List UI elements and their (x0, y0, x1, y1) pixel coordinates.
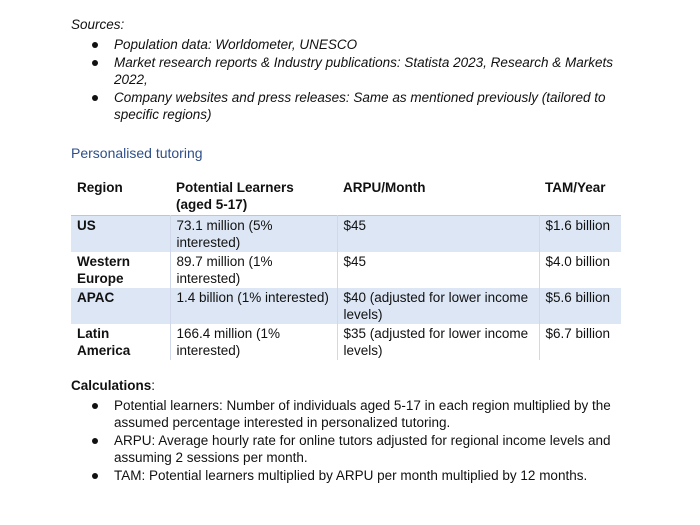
region-cell: Western Europe (71, 252, 170, 288)
table-row (71, 216, 621, 253)
list-item: TAM: Potential learners multiplied by ARPU per month multiplied by 12 months. (92, 467, 622, 484)
calculations-heading-text: Calculations (71, 378, 152, 393)
list-item: ARPU: Average hourly rate for online tutors adjusted for regional income levels and assuming 2 sessions per month. (92, 432, 622, 466)
sources-heading: Sources: (71, 17, 125, 32)
tam-cell: $6.7 billion (545, 326, 611, 341)
column-header-learners: Potential Learners (aged 5-17) (176, 180, 294, 212)
sources-list (92, 36, 632, 124)
arpu-cell: $45 (337, 252, 539, 288)
column-header-region: Region (77, 180, 123, 195)
list-item: Market research reports & Industry publications: Statista 2023, Research & Markets 2022, (92, 54, 632, 88)
list-item: Potential learners: Number of individuals aged 5-17 in each region multiplied by the assumed percentage interested in personalized tutoring. (92, 397, 622, 431)
arpu-cell: $40 (adjusted for lower income levels) (337, 288, 539, 324)
tam-cell: $4.0 billion (545, 254, 611, 269)
calculations-list (92, 397, 622, 485)
table-row (71, 252, 621, 288)
list-item: Company websites and press releases: Same as mentioned previously (tailored to specific regions) (92, 89, 632, 123)
region-cell: APAC (71, 288, 170, 324)
learners-cell: 166.4 million (1% interested) (170, 324, 337, 360)
learners-cell: 1.4 billion (1% interested) (170, 288, 337, 324)
learners-cell: 73.1 million (5% interested) (170, 216, 337, 253)
arpu-cell: $45 (337, 216, 539, 253)
tutoring-table (71, 178, 621, 360)
section-title: Personalised tutoring (71, 145, 203, 161)
list-item: Population data: Worldometer, UNESCO (92, 36, 632, 53)
region-cell: Latin America (71, 324, 170, 360)
tam-cell: $5.6 billion (545, 290, 611, 305)
calculations-heading-colon: : (151, 378, 156, 393)
table-row (71, 324, 621, 360)
tam-cell: $1.6 billion (545, 218, 611, 233)
column-header-arpu: ARPU/Month (343, 180, 426, 195)
learners-cell: 89.7 million (1% interested) (170, 252, 337, 288)
region-cell: US (71, 216, 170, 253)
table-header-row (71, 178, 621, 216)
arpu-cell: $35 (adjusted for lower income levels) (337, 324, 539, 360)
table-row (71, 288, 621, 324)
calculations-heading (71, 377, 155, 394)
column-header-tam: TAM/Year (545, 180, 606, 195)
